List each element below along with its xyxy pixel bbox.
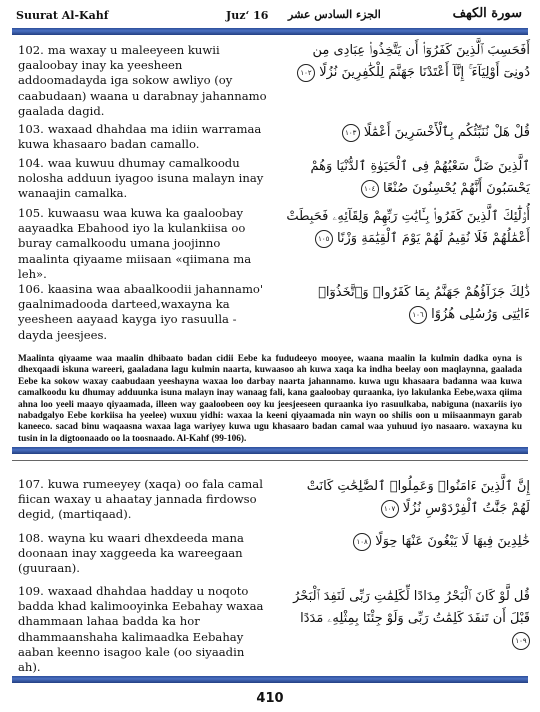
verse-text: kaasina waa abaalkoodii jahannamo' gaalnimadooda darteed,waxayna ka yeesheen aayaad kayga iyo rasuulla - dayda jeesjees.: [18, 282, 264, 342]
top-divider-bar: [12, 28, 528, 35]
verse-number: 108.: [18, 531, 44, 545]
verse-text: waa kuwuu dhumay camalkoodu nolosha adduun iyagoo isuna malayn inay wanaajin camalka.: [18, 156, 264, 201]
verse-109: [18, 584, 268, 675]
verse-text: ma waxay u maleeyeen kuwii gaaloobay inay ka yeesheen addoomadayda iga sokow awliyo (oy caabudaan) waana u darabnay jahannamo gaalada dagid.: [18, 43, 267, 118]
arabic-verse-106: [286, 282, 530, 326]
surah-name: Suurat Al-Kahf: [16, 9, 109, 22]
verse-number: 102.: [18, 43, 44, 57]
page-number: 410: [256, 691, 284, 706]
verse-108: [18, 531, 268, 577]
commentary-paragraph: Maalinta qiyaame waa maalin dhibaato badan cidii Eebe ka fududeeyo mooyee, waana maalin la kulmin dadka oyna is dhexqaadi iskuna wareeri, gaaladana lagu kulmin naarta, kuwaasoo ah kuwa xaqa ka indha beelay oon maqlaynna, gaalada Eebe ka sokow waxay caabudaan yeeshayna waxaa loo darbay naarta jahannamo. kuwa ugu khasaara badanna waa kuwa camalkoodu ku dhumay adduunka isuna malayn inay wanaag fali, kana gaaloobay quraanka, iyo lakulanka Eebe,waxa qiima ahna loo yeeli maayo qiyaamada, illeen way gaaloobeen ooy ku jeesjeeseen quraanka iyo rasuulkaba, nabiguna (naxariis iyo nabadgalyo Eebe korkiisa ha yeelee) wuxuu yidhi: waxaa la keeni qiyaamada nin wayn oo shilis oon u miisaanmayn garab kaneeco. sacad binu waqaasna waxaa laga wariyey kuwa ugu khasaaro badan camal waa yuhuud iyo nasaaro. waxayna ku tusin in la digtoonaado oo la toosnaado. Al-Kahf (99-106).: [18, 354, 522, 444]
arabic-verse-text: خَٰلِدِينَ فِيهَا لَا يَبْغُونَ عَنْهَا حِوَلًا: [375, 534, 530, 549]
verse-number: 105.: [18, 206, 44, 220]
verse-end-marker: ١٠٥: [315, 230, 333, 248]
arabic-verse-text: قُل لَّوْ كَانَ ٱلْبَحْرُ مِدَادًا لِّكَلِمَٰتِ رَبِّى لَنَفِدَ ٱلْبَحْرُ قَبْلَ أَن تَنفَدَ كَلِمَٰتُ رَبِّى وَلَوْ جِئْنَا بِمِثْلِهِۦ مَدَدًا: [293, 589, 530, 626]
verse-number: 103.: [18, 122, 44, 136]
arabic-verse-text: قُلْ هَلْ نُنَبِّئُكُم بِٱلْأَخْسَرِينَ أَعْمَٰلًا: [363, 125, 530, 140]
verse-end-marker: ١٠٩: [512, 632, 530, 650]
verse-text: kuwaasu waa kuwa ka gaaloobay aayaadka Ebahood iyo la kulankiisa oo buray camalkoodu umana joojinno maalinta qiyaame miisaan «qiimana ma leh».: [18, 206, 252, 281]
verse-text: waxaad dhahdaa ma idiin warramaa kuwa khasaaro badan camallo.: [18, 122, 262, 152]
verse-end-marker: ١٠٤: [361, 180, 379, 198]
verse-end-marker: ١٠٢: [297, 64, 315, 82]
verse-text: waxaad dhahdaa hadday u noqoto badda khad kalimooyinka Eebahay waxaa dhammaan lahaa badda ka hor dhammaanshaha kalimaadka Eebahay aaban keenno isagoo kale (oo siyaadin ah).: [18, 584, 264, 675]
verse-text: kuwa rumeeyey (xaqa) oo fala camal fiican waxay u ahaatay jannada firdowso degid, (martiqaad).: [18, 477, 263, 522]
arabic-surah-name: سورة الكهف: [452, 6, 522, 21]
arabic-verse-102: [286, 40, 530, 84]
verse-number: 106.: [18, 282, 44, 296]
arabic-verse-text: ٱلَّذِينَ ضَلَّ سَعْيُهُمْ فِى ٱلْحَيَوٰةِ ٱلدُّنْيَا وَهُمْ يَحْسَبُونَ أَنَّهُمْ يُحْسِنُونَ صُنْعًا: [310, 159, 530, 196]
page-header: [16, 6, 524, 26]
verse-end-marker: ١٠٣: [342, 124, 360, 142]
verse-end-marker: ١٠٧: [381, 500, 399, 518]
arabic-verse-104: [286, 156, 530, 200]
verse-105: [18, 206, 268, 282]
verse-number: 104.: [18, 156, 44, 170]
verse-number: 109.: [18, 584, 44, 598]
verse-number: 107.: [18, 477, 44, 491]
arabic-verse-text: ذَٰلِكَ جَزَآؤُهُمْ جَهَنَّمُ بِمَا كَفَرُوا۟ وَٱتَّخَذُوٓا۟ ءَايَٰتِى وَرُسُلِى هُزُوًا: [318, 285, 530, 322]
verse-end-marker: ١٠٨: [353, 533, 371, 551]
juz-label: Juz‘ 16: [226, 9, 269, 22]
bottom-divider-bar: [12, 676, 528, 683]
arabic-verse-105: [286, 206, 530, 250]
verse-107: [18, 477, 268, 523]
arabic-verse-text: إِنَّ ٱلَّذِينَ ءَامَنُوا۟ وَعَمِلُوا۟ ٱلصَّٰلِحَٰتِ كَانَتْ لَهُمْ جَنَّٰتُ ٱلْفِرْدَوْسِ نُزُلًا: [306, 479, 530, 516]
thin-rule: [12, 460, 528, 461]
arabic-juz-label: الجزء السادس عشر: [288, 8, 381, 21]
verse-text: wayna ku waari dhexdeeda mana doonaan inay xaggeeda ka wareegaan (guuraan).: [18, 531, 244, 576]
verse-102: [18, 43, 268, 119]
arabic-verse-108: [286, 531, 530, 553]
verse-103: [18, 122, 268, 152]
arabic-verse-103: [286, 122, 530, 144]
arabic-verse-109: [286, 586, 530, 652]
arabic-verse-107: [286, 476, 530, 520]
arabic-verse-text: أَفَحَسِبَ ٱلَّذِينَ كَفَرُوٓا۟ أَن يَتَّخِذُوا۟ عِبَادِى مِن دُونِىٓ أَوْلِيَآءَ ۚ إِنَّآ أَعْتَدْنَا جَهَنَّمَ لِلْكَٰفِرِينَ نُزُلًا: [312, 43, 530, 80]
middle-divider-bar: [12, 447, 528, 454]
verse-106: [18, 282, 268, 343]
arabic-verse-text: أُو۟لَٰٓئِكَ ٱلَّذِينَ كَفَرُوا۟ بِـَٔايَٰتِ رَبِّهِمْ وَلِقَآئِهِۦ فَحَبِطَتْ أَعْمَٰلُهُمْ فَلَا نُقِيمُ لَهُمْ يَوْمَ ٱلْقِيَٰمَةِ وَزْنًا: [286, 209, 530, 246]
verse-end-marker: ١٠٦: [409, 306, 427, 324]
verse-104: [18, 156, 268, 202]
